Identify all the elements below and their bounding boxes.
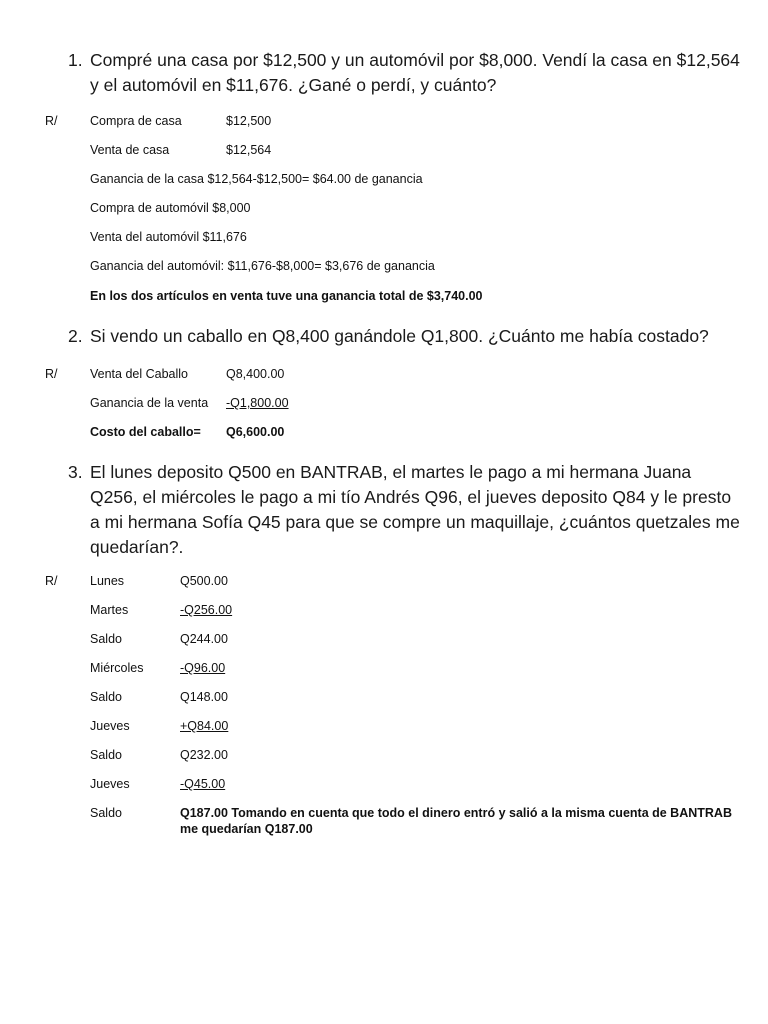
row-value: Q8,400.00 — [226, 367, 285, 381]
question-1 — [68, 48, 740, 98]
answer-marker: R/ — [45, 367, 58, 381]
row-value: $12,500 — [226, 114, 272, 128]
row-value: -Q256.00 — [180, 603, 233, 617]
question-text: El lunes deposito Q500 en BANTRAB, el martes le pago a mi hermana Juana Q256, el miércoles le pago a mi tío Andrés Q96, el jueves deposito Q84 y le presto a mi hermana Sofía Q45 para que se compre un maquillaje, ¿cuántos quetzales me quedarían?. — [90, 462, 740, 557]
answer-marker: R/ — [45, 114, 58, 128]
row-label: Ganancia de la venta — [90, 396, 209, 410]
row-label: Compra de casa — [90, 114, 182, 128]
calculation-line: Ganancia de la casa $12,564-$12,500= $64.00 de ganancia — [90, 172, 423, 186]
final-balance: Q187.00 Tomando en cuenta que todo el dinero entró y salió a la misma cuenta de BANTRAB me quedarían Q187.00 — [180, 806, 732, 836]
row-label: Jueves — [90, 777, 130, 791]
row-value: Q244.00 — [180, 632, 228, 646]
row-label: Saldo — [90, 690, 122, 704]
row-value: +Q84.00 — [180, 719, 229, 733]
question-3 — [68, 460, 740, 560]
question-text: Si vendo un caballo en Q8,400 ganándole Q1,800. ¿Cuánto me había costado? — [90, 326, 709, 346]
calculation-line: Compra de automóvil $8,000 — [90, 201, 251, 215]
question-number: 1. — [68, 50, 83, 70]
calculation-line: Venta del automóvil $11,676 — [90, 230, 247, 244]
row-label: Saldo — [90, 632, 122, 646]
row-value: -Q1,800.00 — [226, 396, 289, 410]
row-label: Lunes — [90, 574, 125, 588]
question-2 — [68, 324, 740, 349]
row-value: Q500.00 — [180, 574, 228, 588]
row-label: Jueves — [90, 719, 130, 733]
question-number: 2. — [68, 326, 83, 346]
row-label: Costo del caballo= — [90, 425, 201, 439]
question-text: Compré una casa por $12,500 y un automóvil por $8,000. Vendí la casa en $12,564 y el automóvil en $11,676. ¿Gané o perdí, y cuánto? — [90, 50, 740, 95]
calculation-line: Ganancia del automóvil: $11,676-$8,000= $3,676 de ganancia — [90, 259, 435, 273]
row-label: Saldo — [90, 748, 122, 762]
row-value: Q6,600.00 — [226, 425, 285, 439]
row-label: Martes — [90, 603, 129, 617]
row-value: $12,564 — [226, 143, 272, 157]
question-number: 3. — [68, 462, 83, 482]
row-value: -Q96.00 — [180, 661, 226, 675]
conclusion: En los dos artículos en venta tuve una ganancia total de $3,740.00 — [90, 289, 483, 303]
row-value: Q148.00 — [180, 690, 228, 704]
row-label: Miércoles — [90, 661, 144, 675]
row-label: Saldo — [90, 806, 122, 820]
row-label: Venta del Caballo — [90, 367, 188, 381]
answer-marker: R/ — [45, 574, 58, 588]
row-value: Q232.00 — [180, 748, 228, 762]
row-value: -Q45.00 — [180, 777, 226, 791]
row-label: Venta de casa — [90, 143, 170, 157]
